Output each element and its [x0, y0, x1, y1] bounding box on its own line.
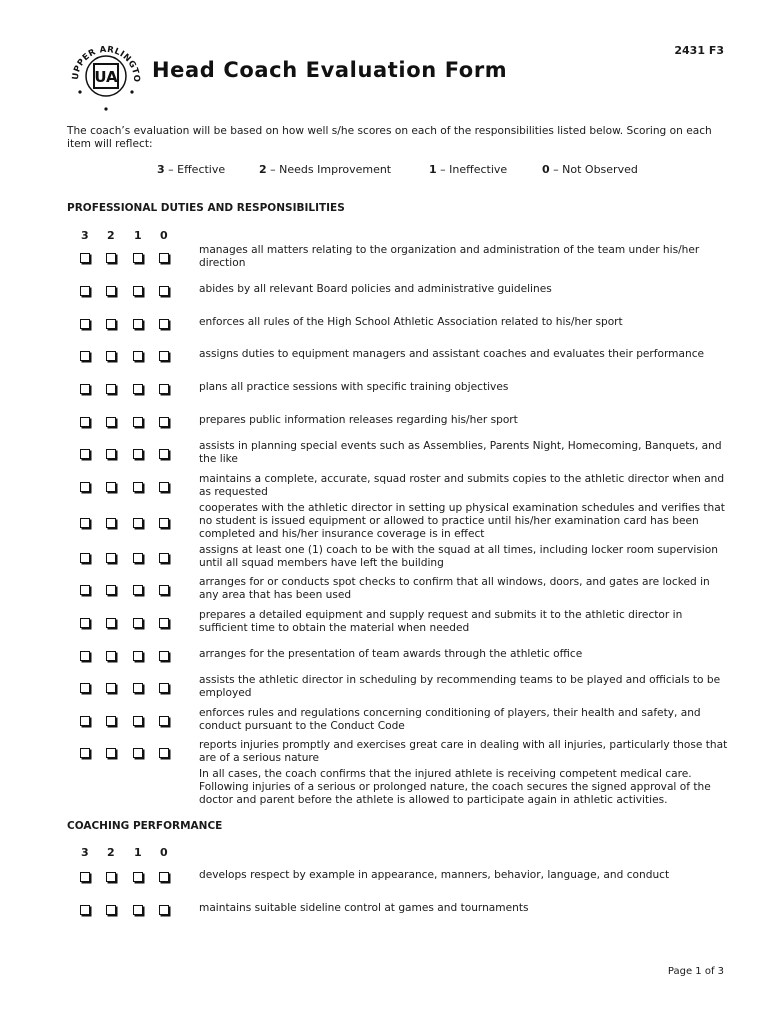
score-column-header-0: 0: [160, 229, 168, 242]
score-2-checkbox[interactable]: [106, 518, 116, 528]
score-3-checkbox[interactable]: [80, 518, 90, 528]
scale-not-observed: 0 – Not Observed: [542, 163, 638, 176]
score-column-header-3: 3: [81, 229, 89, 242]
score-0-checkbox[interactable]: [159, 651, 169, 661]
score-3-checkbox[interactable]: [80, 449, 90, 459]
score-1-checkbox[interactable]: [133, 716, 143, 726]
score-0-checkbox[interactable]: [159, 253, 169, 263]
responsibility-item: assists in planning special events such as Assemblies, Parents Night, Homecoming, Banquets, and the like: [199, 440, 722, 465]
score-3-checkbox[interactable]: [80, 319, 90, 329]
score-0-checkbox[interactable]: [159, 449, 169, 459]
score-3-checkbox[interactable]: [80, 585, 90, 595]
score-0-checkbox[interactable]: [159, 351, 169, 361]
score-3-checkbox[interactable]: [80, 286, 90, 296]
score-1-checkbox[interactable]: [133, 319, 143, 329]
responsibility-item: reports injuries promptly and exercises great care in dealing with all injuries, particularly those that are of a serious nature: [199, 739, 728, 764]
score-2-checkbox[interactable]: [106, 482, 116, 492]
score-0-checkbox[interactable]: [159, 319, 169, 329]
responsibility-item: assists the athletic director in scheduling by recommending teams to be played and officials to be employed: [199, 674, 721, 699]
score-1-checkbox[interactable]: [133, 482, 143, 492]
form-title: Head Coach Evaluation Form: [152, 58, 508, 82]
score-3-checkbox[interactable]: [80, 417, 90, 427]
score-column-header-2: 2: [107, 846, 115, 859]
score-3-checkbox[interactable]: [80, 553, 90, 563]
score-2-checkbox[interactable]: [106, 286, 116, 296]
score-2-checkbox[interactable]: [106, 253, 116, 263]
responsibility-item: develops respect by example in appearance, manners, behavior, language, and conduct: [199, 869, 670, 881]
score-2-checkbox[interactable]: [106, 716, 116, 726]
score-3-checkbox[interactable]: [80, 482, 90, 492]
score-2-checkbox[interactable]: [106, 449, 116, 459]
responsibility-item: abides by all relevant Board policies and administrative guidelines: [199, 283, 552, 295]
score-column-header-0: 0: [160, 846, 168, 859]
score-3-checkbox[interactable]: [80, 872, 90, 882]
responsibility-item: manages all matters relating to the organization and administration of the team under his/her direction: [199, 244, 700, 269]
score-1-checkbox[interactable]: [133, 651, 143, 661]
score-0-checkbox[interactable]: [159, 872, 169, 882]
score-2-checkbox[interactable]: [106, 585, 116, 595]
score-2-checkbox[interactable]: [106, 351, 116, 361]
score-1-checkbox[interactable]: [133, 748, 143, 758]
form-number: 2431 F3: [674, 44, 724, 57]
score-1-checkbox[interactable]: [133, 553, 143, 563]
score-0-checkbox[interactable]: [159, 417, 169, 427]
score-0-checkbox[interactable]: [159, 482, 169, 492]
score-2-checkbox[interactable]: [106, 651, 116, 661]
score-1-checkbox[interactable]: [133, 351, 143, 361]
score-0-checkbox[interactable]: [159, 618, 169, 628]
score-1-checkbox[interactable]: [133, 585, 143, 595]
score-0-checkbox[interactable]: [159, 384, 169, 394]
score-3-checkbox[interactable]: [80, 618, 90, 628]
district-logo: [64, 34, 148, 118]
score-0-checkbox[interactable]: [159, 585, 169, 595]
section-title: COACHING PERFORMANCE: [67, 820, 223, 832]
score-column-header-1: 1: [134, 846, 142, 859]
score-0-checkbox[interactable]: [159, 518, 169, 528]
score-3-checkbox[interactable]: [80, 351, 90, 361]
score-2-checkbox[interactable]: [106, 553, 116, 563]
responsibility-item: arranges for or conducts spot checks to confirm that all windows, doors, and gates are locked in any area that has been used: [199, 576, 710, 601]
responsibility-item: enforces rules and regulations concerning conditioning of players, their health and safety, and conduct pursuant to the Conduct Code: [199, 707, 701, 732]
logo-text: UPPER ARLINGTO: [70, 44, 142, 83]
score-2-checkbox[interactable]: [106, 872, 116, 882]
scale-needs-improvement: 2 – Needs Improvement: [259, 163, 392, 176]
score-3-checkbox[interactable]: [80, 905, 90, 915]
responsibility-item: arranges for the presentation of team awards through the athletic office: [199, 648, 583, 660]
section-title: PROFESSIONAL DUTIES AND RESPONSIBILITIES: [67, 202, 345, 214]
responsibility-item: assigns at least one (1) coach to be with the squad at all times, including locker room supervision until all squad members have left the building: [199, 544, 718, 569]
score-0-checkbox[interactable]: [159, 553, 169, 563]
intro-text: The coach’s evaluation will be based on how well s/he scores on each of the responsibilities listed below. Scoring on each item will reflect:: [67, 125, 712, 150]
score-1-checkbox[interactable]: [133, 683, 143, 693]
responsibility-item: enforces all rules of the High School Athletic Association related to his/her sport: [199, 316, 623, 328]
responsibility-item: maintains a complete, accurate, squad roster and submits copies to the athletic director when and as requested: [199, 473, 725, 498]
scale-ineffective: 1 – Ineffective: [429, 163, 508, 176]
score-2-checkbox[interactable]: [106, 905, 116, 915]
score-3-checkbox[interactable]: [80, 748, 90, 758]
score-3-checkbox[interactable]: [80, 384, 90, 394]
score-column-header-3: 3: [81, 846, 89, 859]
score-2-checkbox[interactable]: [106, 748, 116, 758]
logo-initials: UA: [94, 68, 118, 86]
scale-effective: 3 – Effective: [157, 163, 226, 176]
responsibility-item: plans all practice sessions with specific training objectives: [199, 381, 509, 393]
score-2-checkbox[interactable]: [106, 319, 116, 329]
score-1-checkbox[interactable]: [133, 618, 143, 628]
responsibility-item: assigns duties to equipment managers and assistant coaches and evaluates their performance: [199, 348, 705, 360]
score-1-checkbox[interactable]: [133, 872, 143, 882]
score-2-checkbox[interactable]: [106, 618, 116, 628]
responsibility-item: maintains suitable sideline control at games and tournaments: [199, 902, 529, 914]
responsibility-item: prepares public information releases regarding his/her sport: [199, 414, 518, 426]
score-0-checkbox[interactable]: [159, 905, 169, 915]
score-0-checkbox[interactable]: [159, 748, 169, 758]
score-1-checkbox[interactable]: [133, 417, 143, 427]
score-3-checkbox[interactable]: [80, 651, 90, 661]
score-3-checkbox[interactable]: [80, 253, 90, 263]
responsibility-item: cooperates with the athletic director in setting up physical examination schedules and verifies that no student is issued equipment or allowed to practice until his/her examination card has been completed and his/her insurance coverage is in effect: [199, 502, 725, 540]
score-1-checkbox[interactable]: [133, 253, 143, 263]
score-2-checkbox[interactable]: [106, 683, 116, 693]
score-1-checkbox[interactable]: [133, 286, 143, 296]
score-3-checkbox[interactable]: [80, 716, 90, 726]
score-3-checkbox[interactable]: [80, 683, 90, 693]
injury-note: In all cases, the coach confirms that the injured athlete is receiving competent medical care. Following injuries of a serious or prolonged nature, the coach secures the signed approval of the doctor and parent before the athlete is allowed to participate again in athletic activities.: [199, 768, 711, 806]
score-2-checkbox[interactable]: [106, 417, 116, 427]
score-1-checkbox[interactable]: [133, 449, 143, 459]
score-0-checkbox[interactable]: [159, 716, 169, 726]
score-2-checkbox[interactable]: [106, 384, 116, 394]
score-column-header-1: 1: [134, 229, 142, 242]
page-number: Page 1 of 3: [667, 966, 724, 977]
score-0-checkbox[interactable]: [159, 683, 169, 693]
score-1-checkbox[interactable]: [133, 905, 143, 915]
score-1-checkbox[interactable]: [133, 384, 143, 394]
responsibility-item: prepares a detailed equipment and supply request and submits it to the athletic director in sufficient time to obtain the material when needed: [199, 609, 683, 634]
score-column-header-2: 2: [107, 229, 115, 242]
score-0-checkbox[interactable]: [159, 286, 169, 296]
score-1-checkbox[interactable]: [133, 518, 143, 528]
